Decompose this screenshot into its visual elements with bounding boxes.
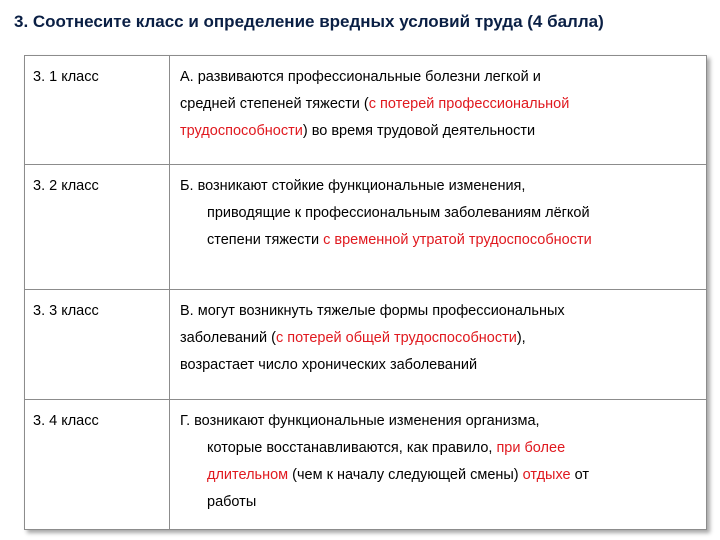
- definition-line: [180, 325, 706, 352]
- text-segment: ) во время трудовой деятельности: [302, 123, 536, 139]
- definition-line: [180, 227, 706, 254]
- page-title: 3. Соотнесите класс и определение вредных условий труда (4 балла): [14, 12, 604, 31]
- text-segment: средней степеней тяжести (: [180, 96, 369, 112]
- definition-cell: [170, 290, 707, 400]
- definition-line: [180, 91, 706, 118]
- definition-line: [180, 435, 706, 462]
- text-segment: от: [570, 467, 590, 483]
- definition-line: [180, 489, 706, 516]
- text-segment: ),: [516, 330, 526, 346]
- highlight-segment: трудоспособности: [180, 123, 303, 139]
- definition-line: [180, 462, 706, 489]
- definition-cell: [170, 56, 707, 165]
- text-segment: заболеваний (: [180, 330, 276, 346]
- class-cell: 3. 4 класс: [25, 400, 170, 530]
- highlight-segment: отдыхе: [522, 467, 571, 483]
- text-segment: возрастает число хронических заболеваний: [180, 357, 478, 373]
- text-segment: (чем к началу следующей смены): [288, 467, 523, 483]
- highlight-segment: длительном: [207, 467, 289, 483]
- definition-line: [180, 118, 706, 145]
- class-cell: 3. 3 класс: [25, 290, 170, 400]
- table-row: [25, 165, 707, 290]
- definition-line: [180, 298, 706, 325]
- table-row: [25, 56, 707, 165]
- text-segment: приводящие к профессиональным заболеваниям лёгкой: [207, 205, 590, 221]
- definition-cell: [170, 165, 707, 290]
- text-segment: которые восстанавливаются, как правило,: [207, 440, 497, 456]
- definition-line: [180, 408, 706, 435]
- text-segment: В. могут возникнуть тяжелые формы профессиональных: [180, 303, 565, 319]
- definition-line: [180, 64, 706, 91]
- highlight-segment: при более: [496, 440, 566, 456]
- class-cell: 3. 2 класс: [25, 165, 170, 290]
- text-segment: степени тяжести: [207, 232, 324, 248]
- table-row: [25, 290, 707, 400]
- text-segment: работы: [207, 494, 257, 510]
- text-segment: Г. возникают функциональные изменения организма,: [180, 413, 540, 429]
- highlight-segment: с потерей общей трудоспособности: [275, 330, 517, 346]
- classification-table: [24, 55, 707, 530]
- definition-line: [180, 200, 706, 227]
- definition-cell: [170, 400, 707, 530]
- highlight-segment: с временной утратой трудоспособности: [323, 232, 592, 248]
- class-cell: 3. 1 класс: [25, 56, 170, 165]
- text-segment: Б. возникают стойкие функциональные изменения,: [180, 178, 526, 194]
- text-segment: А. развиваются профессиональные болезни легкой и: [180, 69, 541, 85]
- table-row: [25, 400, 707, 530]
- definition-line: [180, 352, 706, 379]
- definition-line: [180, 173, 706, 200]
- highlight-segment: с потерей профессиональной: [368, 96, 570, 112]
